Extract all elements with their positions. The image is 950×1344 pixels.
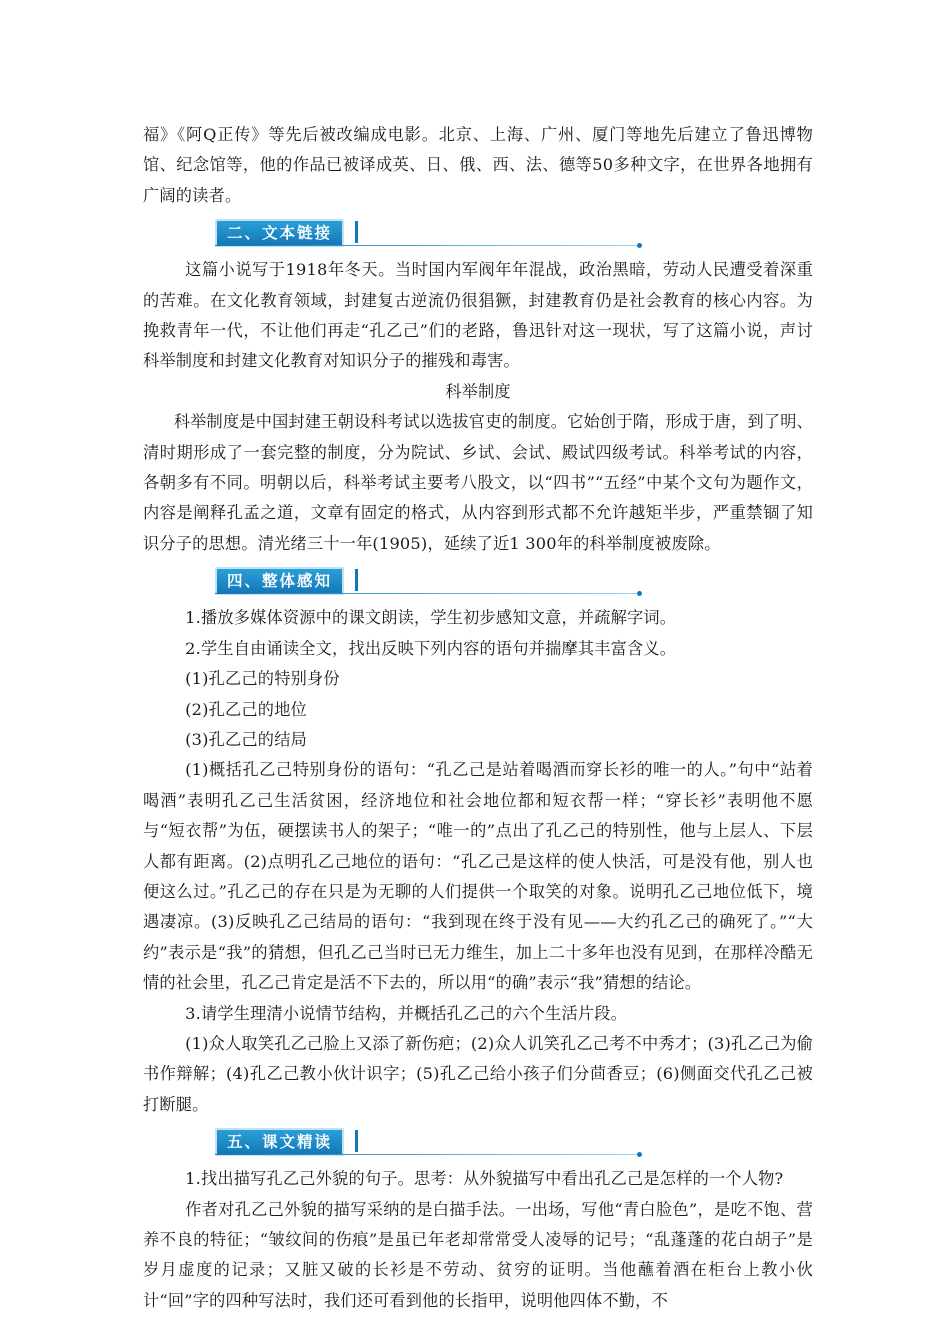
paragraph: 科举制度是中国封建王朝设科考试以选拔官吏的制度。它始创于隋，形成于唐，到了明、清时期形成了一套完整的制度，分为院试、乡试、会试、殿试四级考试。科举考试的内容，各朝多有不同。明朝以后，科举考试主要考八股文，以“四书”“五经”中某个文句为题作文，内容是阐释孔孟之道，文章有固定的格式，从内容到形式都不允许越矩半步，严重禁锢了知识分子的思想。清光绪三十一年(1905)，延续了近1 300年的科举制度被废除。 xyxy=(143,412,813,553)
sub-question: (1)孔乙己的特别身份 xyxy=(185,669,340,689)
question: 2.学生自由诵读全文，找出反映下列内容的语句并揣摩其丰富含义。 xyxy=(185,638,677,658)
section-header-close-reading xyxy=(143,1124,813,1158)
title-underline xyxy=(215,593,640,594)
question: 1.找出描写孔乙己外貌的句子。思考：从外貌描写中看出孔乙己是怎样的一个人物? xyxy=(185,1169,784,1189)
section-header-text-link xyxy=(143,215,813,249)
title-dot xyxy=(637,1152,642,1157)
document-page xyxy=(143,120,813,1316)
question: 3.请学生理清小说情节结构，并概括孔乙己的六个生活片段。 xyxy=(185,1003,628,1023)
title-underline xyxy=(215,1154,640,1155)
sub-question: (3)孔乙己的结局 xyxy=(185,729,307,749)
section-header-overall-perception xyxy=(143,563,813,597)
section-title: 四、整体感知 xyxy=(215,567,344,595)
title-dot xyxy=(637,591,642,596)
sub-question: (2)孔乙己的地位 xyxy=(185,699,307,719)
answer: (1)概括孔乙己特别身份的语句：“孔乙己是站着喝酒而穿长衫的唯一的人。”句中“站着喝酒”表明孔乙己生活贫困，经济地位和社会地位都和短衣帮一样；“穿长衫”表明他不愿与“短衣帮”为伍，硬摆读书人的架子；“唯一的”点出了孔乙己的特别性，他与上层人、下层人都有距离。(2)点明孔乙己地位的语句：“孔乙己是这样的使人快活，可是没有他，别人也便这么过。”孔乙己的存在只是为无聊的人们提供一个取笑的对象。说明孔乙己地位低下，境遇凄凉。(3)反映孔乙己结局的语句：“我到现在终于没有见——大约孔乙己的确死了。”“大约”表示是“我”的猜想，但孔乙己当时已无力维生，加上二十多年也没有见到，在那样冷酷无情的社会里，孔乙己肯定是活不下去的，所以用“的确”表示“我”猜想的结论。 xyxy=(143,760,813,993)
title-bar-decoration xyxy=(355,1130,358,1152)
paragraph: 这篇小说写于1918年冬天。当时国内军阀年年混战，政治黑暗，劳动人民遭受着深重的苦难。在文化教育领域，封建复古逆流仍很猖獗，封建教育仍是社会教育的核心内容。为挽救青年一代，不让他们再走“孔乙己”们的老路，鲁迅针对这一现状，写了这篇小说，声讨科举制度和封建文化教育对知识分子的摧残和毒害。 xyxy=(143,260,813,371)
subheading: 科举制度 xyxy=(445,381,511,401)
title-underline xyxy=(215,245,640,246)
intro-paragraph: 福》《阿Q正传》等先后被改编成电影。北京、上海、广州、厦门等地先后建立了鲁迅博物馆、纪念馆等，他的作品已被译成英、日、俄、西、法、德等50多种文字，在世界各地拥有广阔的读者。 xyxy=(143,125,813,205)
answer: 作者对孔乙己外貌的描写采纳的是白描手法。一出场，写他“青白脸色”，是吃不饱、营养不良的特征；“皱纹间的伤痕”是虽已年老却常常受人凌辱的记号；“乱蓬蓬的花白胡子”是岁月虚度的记录；又脏又破的长衫是不劳动、贫穷的证明。当他蘸着酒在柜台上教小伙计“回”字的四种写法时，我们还可看到他的长指甲，说明他四体不勤，不 xyxy=(143,1199,813,1310)
section-title: 二、文本链接 xyxy=(215,219,344,247)
title-bar-decoration xyxy=(355,569,358,591)
answer: (1)众人取笑孔乙己脸上又添了新伤疤；(2)众人讥笑孔乙己考不中秀才；(3)孔乙己为偷书作辩解；(4)孔乙己教小伙计识字；(5)孔乙己给小孩子们分茴香豆；(6)侧面交代孔乙己被打断腿。 xyxy=(143,1033,813,1114)
question: 1.播放多媒体资源中的课文朗读，学生初步感知文意，并疏解字词。 xyxy=(185,608,677,628)
section-title: 五、课文精读 xyxy=(215,1128,344,1156)
title-bar-decoration xyxy=(355,221,358,243)
title-dot xyxy=(637,243,642,248)
